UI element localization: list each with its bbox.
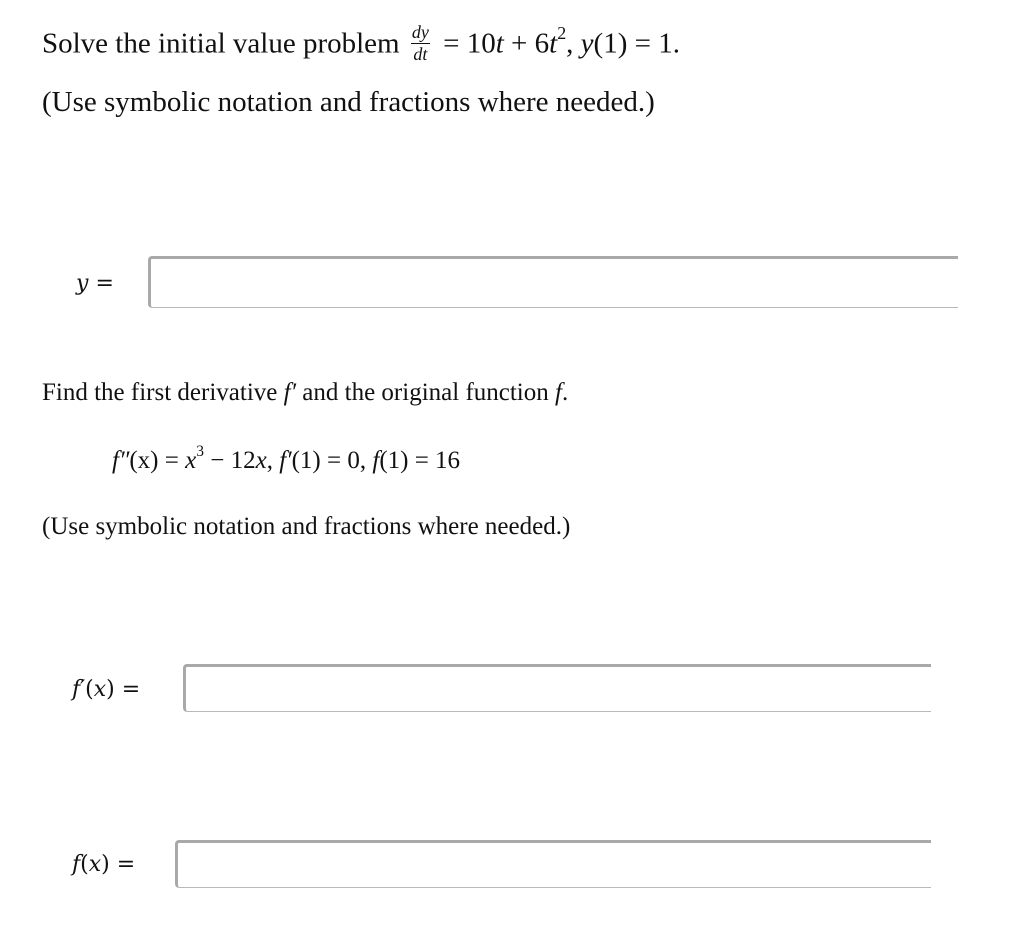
f-double-prime: f″ (112, 447, 130, 474)
term1-coef: 10 (466, 27, 496, 60)
answer-y-eq: = (95, 271, 114, 296)
condition-eq: = 1. (634, 27, 680, 60)
f-cond-func: f (372, 447, 380, 474)
answer-fprime-input[interactable] (183, 664, 931, 712)
x-cubed-exponent: 3 (196, 443, 204, 461)
question1-prompt (42, 22, 680, 66)
answer-fprime-var: x (93, 677, 107, 702)
question2-given-equation (112, 443, 461, 474)
question2-fprime: f′ (283, 379, 297, 406)
term2-coef: 6 (534, 27, 550, 60)
separator: , (566, 27, 574, 60)
given-separator: , (266, 447, 273, 474)
x-cubed-var: x (185, 447, 197, 474)
x-var: x (255, 447, 267, 474)
dy-dt-fraction (411, 23, 430, 63)
answer-fprime-open: ( (85, 677, 94, 702)
answer-y-label (76, 273, 114, 295)
answer-fprime-label (72, 679, 140, 701)
answer-fprime-close: ) = (106, 677, 141, 702)
answer-fprime-func: f′ (72, 677, 86, 702)
answer-f-input[interactable] (175, 840, 931, 888)
question2-f: f (555, 379, 562, 406)
question2-prompt-part1: Find the first derivative (42, 379, 278, 406)
condition-func: y (580, 27, 594, 60)
term1-var: t (495, 27, 504, 60)
term2-exponent: 2 (557, 23, 567, 44)
plus-sign: + (511, 27, 528, 60)
answer-f-func: f (72, 852, 81, 877)
minus-term: − 12 (210, 447, 256, 474)
f-condition: (1) = 16 (379, 447, 461, 474)
answer-f-var: x (88, 852, 102, 877)
condition-arg: (1) (593, 27, 628, 60)
answer-f-close: ) = (101, 852, 136, 877)
question2-prompt-part2: and the original function (302, 379, 549, 406)
f-prime-condition: (1) = 0, (291, 447, 367, 474)
answer-f-label (72, 854, 135, 876)
f-double-prime-arg: (x) = (129, 447, 179, 474)
eq-sign: = (443, 27, 460, 60)
question2-note: (Use symbolic notation and fractions where needed.) (42, 513, 571, 540)
term2-var: t (549, 27, 558, 60)
question1-note: (Use symbolic notation and fractions where needed.) (42, 86, 655, 118)
answer-y-var: y (76, 271, 89, 296)
question1-prompt-prefix: Solve the initial value problem (42, 27, 400, 60)
question2-prompt-end: . (561, 379, 569, 406)
answer-y-input[interactable] (148, 256, 958, 308)
question2-prompt (42, 380, 568, 405)
f-prime-cond-func: f′ (279, 447, 292, 474)
fraction-numerator: dy (411, 22, 429, 42)
fraction-denominator: dt (413, 44, 428, 64)
answer-f-open: ( (80, 852, 89, 877)
